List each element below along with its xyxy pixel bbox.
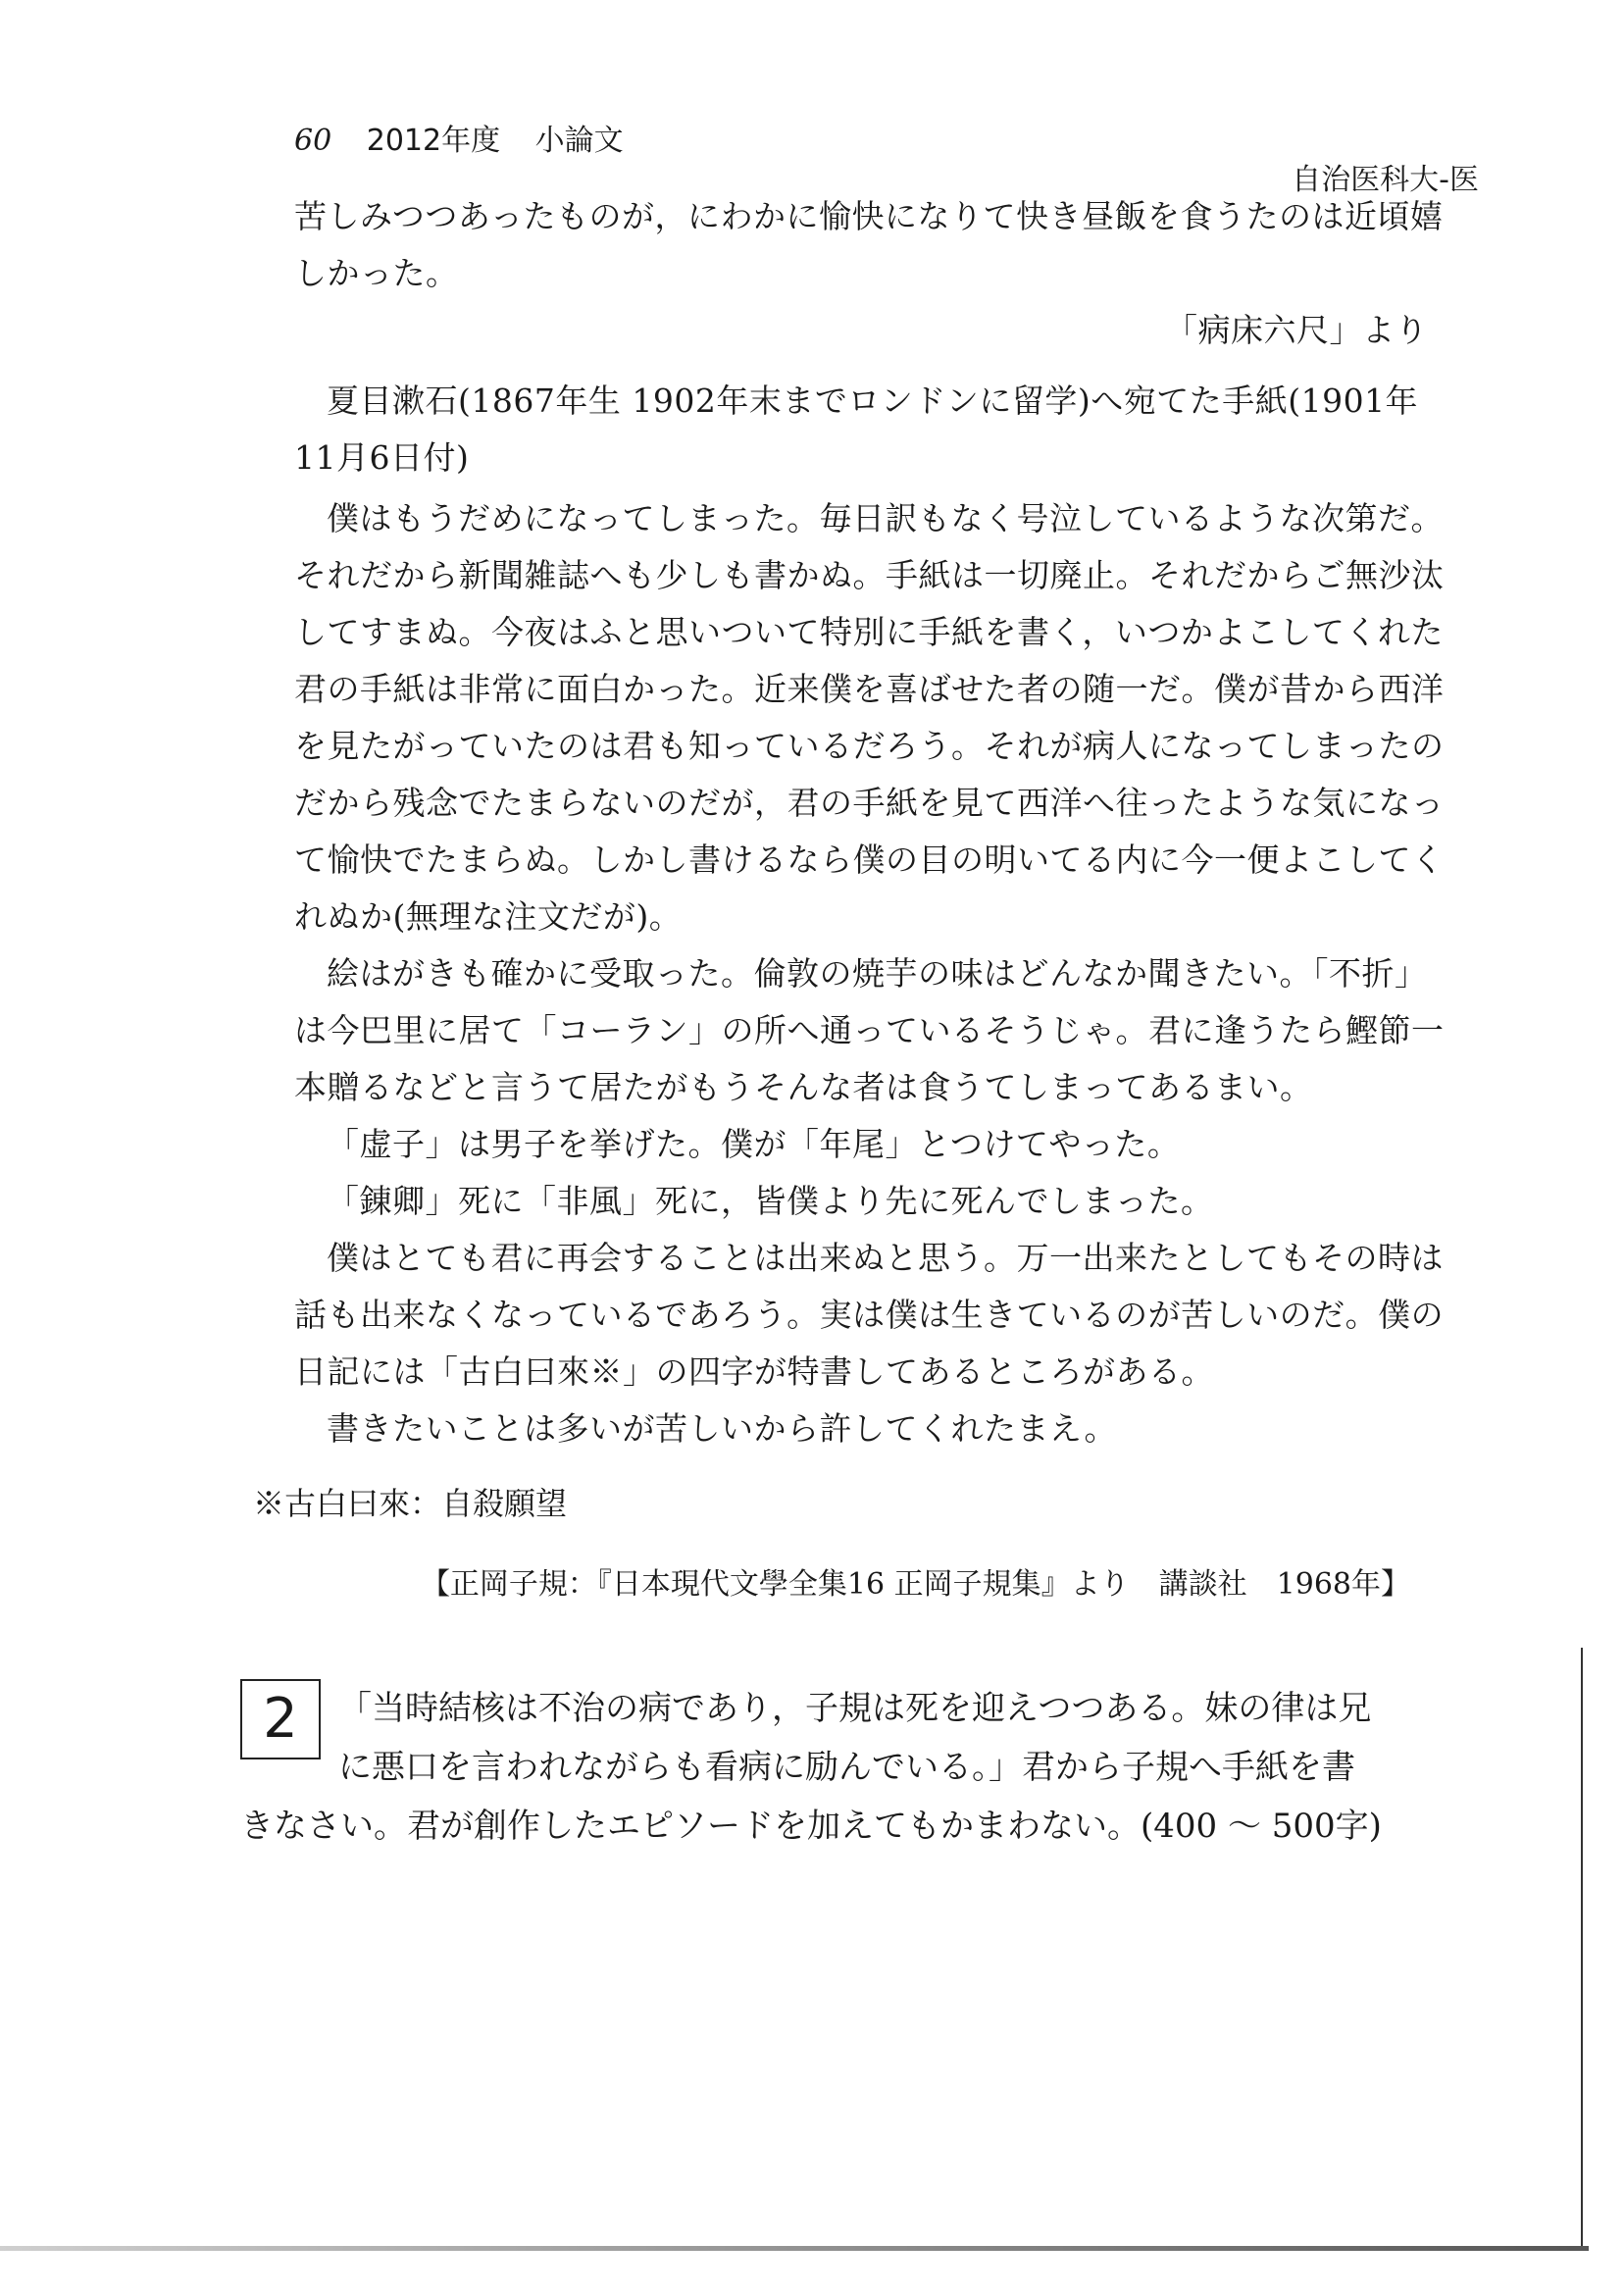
question-text bbox=[240, 1679, 1417, 1856]
page-edge-shadow bbox=[1581, 1648, 1583, 2246]
footnote: ※古白曰來：自殺願望 bbox=[253, 1485, 568, 1522]
letter-heading-block bbox=[294, 373, 1451, 486]
university-label: 自治医科大-医 bbox=[1292, 163, 1479, 197]
letter-body bbox=[294, 490, 1451, 1457]
page-header bbox=[294, 116, 624, 159]
question-line: きなさい。君が創作したエピソードを加えてもかまわない。(400 ～ 500字) bbox=[240, 1807, 1382, 1846]
intro-source: 「病床六尺」より bbox=[1165, 311, 1428, 349]
question-number-box: 2 bbox=[240, 1679, 321, 1759]
intro-paragraph: 苦しみつつあったものが，にわかに愉快になりて快き昼飯を食うたのは近頃嬉しかった。 bbox=[294, 197, 1444, 292]
letter-heading: 夏目漱石(1867年生 1902年末までロンドンに留学)へ宛てた手紙(1901年11月6日付) bbox=[294, 382, 1419, 477]
exam-subject: 小論文 bbox=[534, 124, 624, 158]
letter-paragraph: 僕はもうだめになってしまった。毎日訳もなく号泣しているような次第だ。それだから新聞雑誌へも少しも書かぬ。手紙は一切廃止。それだからご無沙汰してすまぬ。今夜はふと思いついて特別に手紙を書く，いつかよこしてくれた君の手紙は非常に面白かった。近来僕を喜ばせた者の随一だ。僕が昔から西洋を見たがっていたのは君も知っているだろう。それが病人になってしまったのだから残念でたまらないのだが，君の手紙を見て西洋へ往ったような気になって愉快でたまらぬ。しかし書けるなら僕の目の明いてる内に今一便よこしてくれぬか(無理な注文だが)。 bbox=[294, 499, 1445, 936]
letter-paragraph: 書きたいことは多いが苦しいから許してくれたまえ。 bbox=[327, 1409, 1117, 1448]
intro-block bbox=[294, 188, 1451, 359]
letter-paragraph: 「錬卿」死に「非風」死に，皆僕より先に死んでしまった。 bbox=[327, 1182, 1214, 1220]
citation: 【正岡子規：『日本現代文學全集16 正岡子規集』より 講談社 1968年】 bbox=[420, 1567, 1410, 1602]
letter-paragraph: 僕はとても君に再会することは出来ぬと思う。万一出来たとしてもその時は話も出来なくなっているであろう。実は僕は生きているのが苦しいのだ。僕の日記には「古白曰來※」の四字が特書してあるところがある。 bbox=[294, 1239, 1445, 1391]
question-line: に悪口を言われながらも看病に励んでいる。」君から子規へ手紙を書 bbox=[338, 1748, 1355, 1787]
exam-year: 2012年度 bbox=[366, 124, 501, 158]
letter-paragraph: 絵はがきも確かに受取った。倫敦の焼芋の味はどんなか聞きたい。「不折」は今巴里に居て「コーラン」の所へ通っているそうじゃ。君に逢うたら鰹節一本贈るなどと言うて居たがもうそんな者は食うてしまってあるまい。 bbox=[294, 954, 1445, 1106]
letter-paragraph: 「虚子」は男子を挙げた。僕が「年尾」とつけてやった。 bbox=[327, 1125, 1181, 1163]
question-line: 「当時結核は不治の病であり，子規は死を迎えつつある。妹の律は兄 bbox=[338, 1689, 1372, 1728]
scan-bottom-edge bbox=[0, 2246, 1589, 2251]
page-number: 60 bbox=[294, 124, 332, 158]
